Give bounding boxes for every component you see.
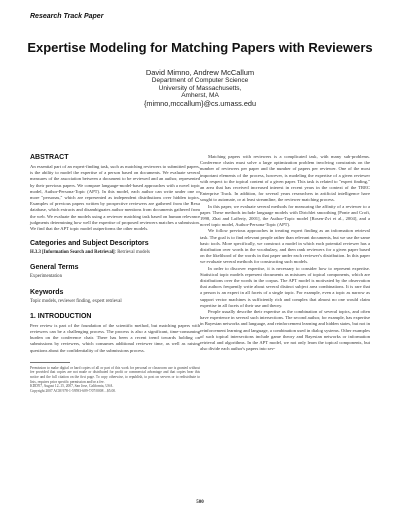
author-location: Amherst, MA xyxy=(181,92,219,100)
track-label: Research Track Paper xyxy=(30,13,104,20)
categories-code: H.3.3 [Information Search and Retrieval] xyxy=(30,250,115,256)
introduction-text: Peer review is part of the foundation of the scientific method, but matching papers with reviewers can be a challenging process. The process is also a significant, time-consuming burden on the conference chair. There has been a recent trend towards holding on submissions by reviewers, which consumes additional reviewer time, as well as raising questions about the confidentiality of the submissions process. xyxy=(30,322,200,353)
paper-title: Expertise Modeling for Matching Papers with Reviewers xyxy=(27,40,373,55)
categories-description: : Retrieval models xyxy=(114,250,150,256)
body-paragraph: In order to discover expertise, it is necessary to consider how to represent expertise. Statistical topic models represent documents as mixtures of topical components, which are distributions over the words in the corpus. The APT model is motivated by the observation that authors frequently write about several distinct subject area combinations. It is rare that a person is an expert in all facets of a single topic. For example, even a topic as narrow as support vector machines is sufficiently rich and complex that almost no one would claim expertise in all facets of their use and theory. xyxy=(200,265,370,308)
author-block xyxy=(0,68,400,107)
abstract-text: An essential part of an expert-finding task, such as matching reviewers to submitted papers, is the ability to model the expertise of a person based on documents. We evaluate several measures of the association between a document to be reviewed and an author, represented by their previous papers. We compare language-model-based approaches with a novel topic model, Author-Persona-Topic (APT). In this model, each author can write under one or more "personas," which are represented as independent distributions over hidden topics. Examples of previous papers written by prospective reviewers are gathered from the Rexa database, which extracts and disambiguates author mentions from documents gathered from the web. We evaluate the models using a reviewer matching task based on human relevance judgments determining how well the expertise of proposed reviewers matches a submission. We find that the APT topic model outperforms the other models. xyxy=(30,164,200,232)
categories-text xyxy=(30,250,200,256)
introduction-heading: 1. INTRODUCTION xyxy=(30,312,92,320)
keywords-heading: Keywords xyxy=(30,288,64,296)
footnote-copyright: Copyright 2007 ACM 978-1-59593-609-7/07/0008 ...$5.00. xyxy=(30,388,116,393)
body-paragraph: We follow previous approaches in treating expert finding as an information retrieval task. The goal is to find relevant people rather than relevant documents, but we use the same basic tools. More specifically, we construct a model in which each potential reviewer has a distribution over words in the vocabulary, and then rank reviewers for a given paper based on the likelihood of the words in that paper under each reviewer's distribution. In this paper we evaluate several methods for constructing such models. xyxy=(200,228,370,265)
left-column xyxy=(30,154,200,393)
author-email: {mimno,mccallum}@cs.umass.edu xyxy=(143,98,257,108)
author-names: David Mimno, Andrew McCallum xyxy=(145,68,255,77)
page-number: 500 xyxy=(196,500,204,505)
body-paragraph: Matching papers with reviewers is a complicated task, with many sub-problems. Conference chairs must solve a large optimization problem involving constraints on the number of reviewers per paper and the number of papers per reviewer. One of the most important elements of the process, however, is modeling the expertise of a given reviewer with respect to the topical content of a given paper. This task is related to "expert finding," an area that has received increased interest in recent years in the context of the TREC Enterprise Track. In addition, for several years researchers in artificial intelligence have sought to automate, or at least streamline, the reviewer matching process. xyxy=(200,154,370,203)
body-paragraph: In this paper, we evaluate several methods for measuring the affinity of a reviewer to a paper. These methods include language models with Dirichlet smoothing [Ponte and Croft, 1998, Zhai and Lafferty, 2001], the Author-Topic model [Rosen-Zvi et al., 2004], and a novel topic model, Author-Persona-Topic (APT). xyxy=(200,203,370,228)
abstract-heading: ABSTRACT xyxy=(30,154,69,161)
categories-heading: Categories and Subject Descriptors xyxy=(30,240,149,248)
keywords-text: Topic models, reviewer finding, expert retrieval xyxy=(30,298,122,304)
body-paragraph: People usually describe their expertise as the combination of several topics, and often have experience in several such intersections. The second author, for example, has expertise in Bayesian networks and language, and reinforcement learning and hidden states, but not in reinforcement learning and language, a combination used in dialog systems. Other examples of such topical intersections include game theory and Bayesian networks or information retrieval and algorithms. In the APT model, we not only learn the topical components, but also divide each author's papers into sev- xyxy=(200,309,370,352)
footnote-permission: Permission to make digital or hard copies of all or part of this work for personal or classroom use is granted without fee provided that copies are not made or distributed for profit or commercial advantage and that copies bear this notice and the full citation on the first page. To copy otherwise, to republish, to post on servers or to redistribute to lists, requires prior specific permission and/or a fee. xyxy=(30,365,200,384)
general-terms-text: Experimentation xyxy=(30,274,62,280)
footnote-venue: KDD'07, August 12–15, 2007, San Jose, California, USA. xyxy=(30,384,114,389)
author-university: University of Massachusetts, xyxy=(158,84,242,92)
author-department: Department of Computer Science xyxy=(151,77,249,84)
footnote-divider xyxy=(30,362,70,363)
general-terms-heading: General Terms xyxy=(30,264,79,272)
right-column xyxy=(200,154,370,353)
